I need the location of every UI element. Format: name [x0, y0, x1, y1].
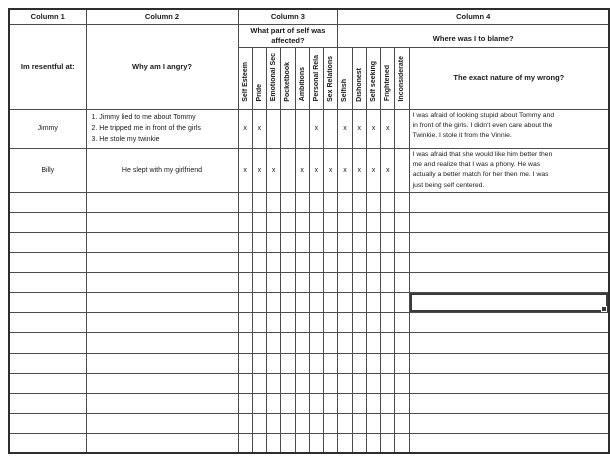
- dishonest-label: Dishonest: [355, 67, 363, 102]
- affected-mark-cell[interactable]: [238, 393, 252, 413]
- self-seeking-label: Self seeking: [369, 60, 377, 102]
- affected-mark-cell[interactable]: [252, 413, 266, 433]
- affected-mark-cell[interactable]: [238, 373, 252, 393]
- resentful-at-cell[interactable]: [9, 433, 86, 453]
- affected-mark-cell[interactable]: [295, 353, 309, 373]
- affected-mark-cell[interactable]: [295, 333, 309, 353]
- affected-mark-cell[interactable]: [295, 193, 309, 213]
- wrong-cell[interactable]: [409, 333, 609, 353]
- affected-mark-cell[interactable]: [252, 293, 266, 313]
- ambitions-column-header[interactable]: [295, 47, 309, 109]
- affected-mark-cell[interactable]: [281, 433, 295, 453]
- empty-table-row: [9, 333, 609, 353]
- blame-mark-cell[interactable]: [352, 213, 366, 233]
- blame-mark-cell[interactable]: [395, 373, 409, 393]
- why-cell[interactable]: [86, 433, 238, 453]
- affected-mark-cell[interactable]: [252, 333, 266, 353]
- blame-mark-cell[interactable]: [366, 213, 380, 233]
- affected-mark-cell[interactable]: [238, 433, 252, 453]
- affected-mark-cell[interactable]: [324, 253, 338, 273]
- affected-mark-cell[interactable]: [267, 433, 281, 453]
- column-header-row: [9, 9, 609, 24]
- wrong-cell[interactable]: [409, 273, 609, 293]
- blame-mark-cell[interactable]: [366, 373, 380, 393]
- blame-mark-cell[interactable]: [366, 193, 380, 213]
- empty-table-row: [9, 193, 609, 213]
- affected-mark-cell[interactable]: [309, 413, 323, 433]
- wrong-cell[interactable]: [409, 433, 609, 453]
- affected-mark-cell[interactable]: [267, 333, 281, 353]
- wrong-cell[interactable]: [409, 373, 609, 393]
- blame-mark-cell[interactable]: [352, 353, 366, 373]
- resentful-at-cell[interactable]: [9, 213, 86, 233]
- affected-mark-cell[interactable]: [252, 373, 266, 393]
- affected-mark-cell[interactable]: [267, 293, 281, 313]
- column3-header[interactable]: Column 3: [238, 9, 338, 24]
- blame-mark-cell[interactable]: [395, 353, 409, 373]
- wrong-line: me and realize that I was a phony. He was: [412, 160, 541, 168]
- blame-mark-cell[interactable]: x: [381, 109, 395, 148]
- blame-mark-cell[interactable]: [352, 313, 366, 333]
- affected-mark-cell[interactable]: [309, 373, 323, 393]
- self-esteem-label: Self Esteem: [241, 61, 249, 102]
- affected-mark-cell[interactable]: [267, 353, 281, 373]
- emotional-security-column-header[interactable]: [267, 47, 281, 109]
- wrong-cell[interactable]: [409, 353, 609, 373]
- sex-relations-column-header[interactable]: [324, 47, 338, 109]
- affected-mark-cell[interactable]: [252, 393, 266, 413]
- inconsiderate-column-header[interactable]: [395, 47, 409, 109]
- why-angry-header[interactable]: Why am I angry?: [86, 24, 238, 109]
- blame-mark-cell[interactable]: [366, 253, 380, 273]
- affected-mark-cell[interactable]: [324, 193, 338, 213]
- blame-mark-cell[interactable]: [381, 373, 395, 393]
- where-to-blame-header[interactable]: Where was I to blame?: [338, 24, 609, 47]
- blame-mark-cell[interactable]: [338, 433, 352, 453]
- blame-mark-cell[interactable]: [366, 413, 380, 433]
- affected-mark-cell[interactable]: [281, 213, 295, 233]
- empty-table-row: [9, 213, 609, 233]
- why-cell[interactable]: [86, 109, 238, 148]
- blame-mark-cell[interactable]: [366, 353, 380, 373]
- affected-mark-cell[interactable]: x: [295, 148, 309, 193]
- affected-mark-cell[interactable]: [267, 213, 281, 233]
- affected-mark-cell[interactable]: [295, 393, 309, 413]
- blame-mark-cell[interactable]: [381, 293, 395, 313]
- blame-mark-cell[interactable]: [338, 373, 352, 393]
- wrong-cell[interactable]: [409, 313, 609, 333]
- wrong-line: Twinkie. I stole it from the Vinnie.: [412, 132, 512, 140]
- affected-mark-cell[interactable]: [295, 433, 309, 453]
- column1-header[interactable]: Column 1: [9, 9, 86, 24]
- blame-mark-cell[interactable]: x: [366, 109, 380, 148]
- dishonest-column-header[interactable]: [352, 47, 366, 109]
- affected-mark-cell[interactable]: [281, 233, 295, 253]
- wrong-cell[interactable]: [409, 213, 609, 233]
- blame-mark-cell[interactable]: [395, 433, 409, 453]
- affected-mark-cell[interactable]: x: [252, 109, 266, 148]
- blame-mark-cell[interactable]: [338, 293, 352, 313]
- blame-mark-cell[interactable]: [366, 233, 380, 253]
- blame-mark-cell[interactable]: [352, 433, 366, 453]
- affected-mark-cell[interactable]: [295, 373, 309, 393]
- affected-mark-cell[interactable]: [309, 353, 323, 373]
- empty-table-row: [9, 413, 609, 433]
- blame-mark-cell[interactable]: x: [338, 109, 352, 148]
- affected-mark-cell[interactable]: [281, 333, 295, 353]
- personal-relations-label: Personal Rela: [312, 55, 320, 102]
- column4-header[interactable]: Column 4: [338, 9, 609, 24]
- affected-mark-cell[interactable]: [252, 273, 266, 293]
- affected-mark-cell[interactable]: [295, 293, 309, 313]
- empty-table-row: [9, 433, 609, 453]
- affected-mark-cell[interactable]: [252, 233, 266, 253]
- affected-mark-cell[interactable]: [281, 413, 295, 433]
- affected-mark-cell[interactable]: x: [238, 148, 252, 193]
- why-cell[interactable]: [86, 413, 238, 433]
- affected-mark-cell[interactable]: [252, 253, 266, 273]
- why-cell[interactable]: [86, 353, 238, 373]
- blame-mark-cell[interactable]: [338, 213, 352, 233]
- affected-mark-cell[interactable]: [238, 213, 252, 233]
- blame-mark-cell[interactable]: [381, 213, 395, 233]
- exact-nature-header[interactable]: The exact nature of my wrong?: [409, 47, 609, 109]
- affected-mark-cell[interactable]: [238, 253, 252, 273]
- blame-mark-cell[interactable]: [338, 233, 352, 253]
- empty-table-row: [9, 313, 609, 333]
- empty-table-row: [9, 393, 609, 413]
- blame-mark-cell[interactable]: [381, 353, 395, 373]
- wrong-cell[interactable]: [409, 233, 609, 253]
- affected-mark-cell[interactable]: [324, 353, 338, 373]
- affected-mark-cell[interactable]: [267, 233, 281, 253]
- blame-mark-cell[interactable]: [338, 313, 352, 333]
- affected-mark-cell[interactable]: [238, 273, 252, 293]
- sex-relations-label: Sex Relations: [327, 55, 335, 102]
- why-cell[interactable]: [86, 333, 238, 353]
- why-cell[interactable]: [86, 273, 238, 293]
- affected-mark-cell[interactable]: [324, 213, 338, 233]
- affected-mark-cell[interactable]: [309, 433, 323, 453]
- affected-mark-cell[interactable]: [295, 253, 309, 273]
- wrong-cell[interactable]: [409, 293, 609, 313]
- blame-mark-cell[interactable]: x: [381, 148, 395, 193]
- blame-mark-cell[interactable]: [338, 353, 352, 373]
- blame-mark-cell[interactable]: [366, 273, 380, 293]
- empty-table-row: [9, 233, 609, 253]
- blame-mark-cell[interactable]: [381, 193, 395, 213]
- blame-mark-cell[interactable]: [352, 253, 366, 273]
- part-of-self-header[interactable]: What part of self was affected?: [238, 24, 338, 47]
- wrong-line: I was afraid that she would like him better then: [412, 150, 553, 158]
- frightened-label: Frightened: [384, 65, 392, 102]
- why-line: 2. He tripped me in front of the girls: [91, 125, 201, 132]
- wrong-line: actually a better match for her then me. I was: [412, 171, 549, 179]
- wrong-cell[interactable]: [409, 413, 609, 433]
- why-cell[interactable]: [86, 233, 238, 253]
- resentful-at-cell[interactable]: Billy: [9, 148, 86, 193]
- resentful-at-cell[interactable]: [9, 413, 86, 433]
- blame-mark-cell[interactable]: [352, 293, 366, 313]
- pocketbook-column-header[interactable]: [281, 47, 295, 109]
- empty-table-row: [9, 373, 609, 393]
- affected-mark-cell[interactable]: [295, 233, 309, 253]
- blame-mark-cell[interactable]: [352, 413, 366, 433]
- affected-mark-cell[interactable]: [295, 313, 309, 333]
- why-cell[interactable]: [86, 293, 238, 313]
- affected-mark-cell[interactable]: [281, 109, 295, 148]
- blame-mark-cell[interactable]: [352, 373, 366, 393]
- blame-mark-cell[interactable]: [338, 193, 352, 213]
- blame-mark-cell[interactable]: [366, 333, 380, 353]
- blame-mark-cell[interactable]: [352, 233, 366, 253]
- affected-mark-cell[interactable]: [267, 109, 281, 148]
- blame-mark-cell[interactable]: [366, 433, 380, 453]
- table-row-jimmy: [9, 109, 609, 148]
- blame-mark-cell[interactable]: [338, 253, 352, 273]
- empty-table-row-selected: [9, 293, 609, 313]
- wrong-cell[interactable]: [409, 148, 609, 193]
- affected-mark-cell[interactable]: [324, 373, 338, 393]
- pocketbook-label: Pocketbook: [284, 61, 292, 102]
- affected-mark-cell[interactable]: [267, 313, 281, 333]
- resentful-at-header[interactable]: Im resentful at:: [9, 24, 86, 109]
- wrong-cell[interactable]: [409, 253, 609, 273]
- blame-mark-cell[interactable]: [381, 253, 395, 273]
- blame-mark-cell[interactable]: [381, 273, 395, 293]
- blame-mark-cell[interactable]: [381, 233, 395, 253]
- blame-mark-cell[interactable]: [381, 313, 395, 333]
- blame-mark-cell[interactable]: [338, 333, 352, 353]
- affected-mark-cell[interactable]: [295, 109, 309, 148]
- blame-mark-cell[interactable]: x: [352, 148, 366, 193]
- affected-mark-cell[interactable]: [238, 293, 252, 313]
- resentful-at-cell[interactable]: [9, 293, 86, 313]
- wrong-cell[interactable]: [409, 109, 609, 148]
- ambitions-label: Ambitions: [298, 67, 306, 102]
- resentful-at-cell[interactable]: [9, 333, 86, 353]
- blame-mark-cell[interactable]: [395, 253, 409, 273]
- affected-mark-cell[interactable]: [309, 233, 323, 253]
- affected-mark-cell[interactable]: [309, 393, 323, 413]
- affected-mark-cell[interactable]: [238, 333, 252, 353]
- affected-mark-cell[interactable]: [281, 373, 295, 393]
- affected-mark-cell[interactable]: [295, 273, 309, 293]
- affected-mark-cell[interactable]: [309, 333, 323, 353]
- why-cell[interactable]: [86, 253, 238, 273]
- why-line: 1. Jimmy lied to me about Tommy: [91, 114, 196, 121]
- wrong-cell[interactable]: [409, 393, 609, 413]
- personal-relations-column-header[interactable]: [309, 47, 323, 109]
- affected-mark-cell[interactable]: [267, 413, 281, 433]
- affected-mark-cell[interactable]: [252, 213, 266, 233]
- frightened-column-header[interactable]: [381, 47, 395, 109]
- question-header-row: [9, 24, 609, 47]
- affected-mark-cell[interactable]: [281, 353, 295, 373]
- affected-mark-cell[interactable]: x: [267, 148, 281, 193]
- blame-mark-cell[interactable]: [352, 393, 366, 413]
- affected-mark-cell[interactable]: [324, 333, 338, 353]
- resentful-at-cell[interactable]: [9, 313, 86, 333]
- empty-table-row: [9, 253, 609, 273]
- affected-mark-cell[interactable]: x: [324, 148, 338, 193]
- affected-mark-cell[interactable]: [295, 413, 309, 433]
- affected-mark-cell[interactable]: [324, 109, 338, 148]
- affected-mark-cell[interactable]: [309, 193, 323, 213]
- blame-mark-cell[interactable]: [352, 193, 366, 213]
- affected-mark-cell[interactable]: [324, 413, 338, 433]
- blame-mark-cell[interactable]: [395, 273, 409, 293]
- blame-mark-cell[interactable]: x: [366, 148, 380, 193]
- why-line: 3. He stole my twinkie: [91, 136, 160, 143]
- inconsiderate-label: Inconsiderate: [398, 55, 406, 102]
- resentful-at-cell[interactable]: [9, 353, 86, 373]
- affected-mark-cell[interactable]: [309, 313, 323, 333]
- resentful-at-cell[interactable]: [9, 373, 86, 393]
- blame-mark-cell[interactable]: [381, 333, 395, 353]
- affected-mark-cell[interactable]: [309, 213, 323, 233]
- resentful-at-cell[interactable]: [9, 393, 86, 413]
- blame-mark-cell[interactable]: [366, 293, 380, 313]
- affected-mark-cell[interactable]: [267, 273, 281, 293]
- blame-mark-cell[interactable]: [395, 293, 409, 313]
- blame-mark-cell[interactable]: x: [338, 148, 352, 193]
- blame-mark-cell[interactable]: [395, 193, 409, 213]
- affected-mark-cell[interactable]: [281, 253, 295, 273]
- affected-mark-cell[interactable]: x: [309, 148, 323, 193]
- selfish-label: Selfish: [341, 78, 349, 102]
- resentment-inventory-sheet: [8, 8, 610, 454]
- resentful-at-cell[interactable]: [9, 273, 86, 293]
- wrong-line: I was afraid of looking stupid about Tommy and: [412, 111, 555, 119]
- wrong-line: in front of the girls. I didn’t even care about the: [412, 121, 553, 129]
- blame-mark-cell[interactable]: [381, 413, 395, 433]
- table-row-billy: [9, 148, 609, 193]
- affected-mark-cell[interactable]: [267, 193, 281, 213]
- affected-mark-cell[interactable]: [238, 193, 252, 213]
- affected-mark-cell[interactable]: [281, 193, 295, 213]
- resentful-at-cell[interactable]: [9, 253, 86, 273]
- self-seeking-column-header[interactable]: [366, 47, 380, 109]
- affected-mark-cell[interactable]: [324, 293, 338, 313]
- affected-mark-cell[interactable]: x: [309, 109, 323, 148]
- why-cell[interactable]: [86, 148, 238, 193]
- blame-mark-cell[interactable]: [395, 109, 409, 148]
- blame-mark-cell[interactable]: [366, 313, 380, 333]
- blame-mark-cell[interactable]: [338, 413, 352, 433]
- affected-mark-cell[interactable]: [324, 273, 338, 293]
- affected-mark-cell[interactable]: [281, 393, 295, 413]
- affected-mark-cell[interactable]: [281, 148, 295, 193]
- affected-mark-cell[interactable]: [252, 313, 266, 333]
- affected-mark-cell[interactable]: [267, 253, 281, 273]
- affected-mark-cell[interactable]: [324, 313, 338, 333]
- blame-mark-cell[interactable]: [366, 393, 380, 413]
- blame-mark-cell[interactable]: x: [352, 109, 366, 148]
- why-cell[interactable]: [86, 393, 238, 413]
- affected-mark-cell[interactable]: [267, 373, 281, 393]
- blame-mark-cell[interactable]: [395, 333, 409, 353]
- blame-mark-cell[interactable]: [352, 273, 366, 293]
- blame-mark-cell[interactable]: [395, 233, 409, 253]
- resentful-at-cell[interactable]: Jimmy: [9, 109, 86, 148]
- empty-table-row: [9, 273, 609, 293]
- affected-mark-cell[interactable]: [324, 433, 338, 453]
- why-line: He slept with my girlfriend: [121, 166, 203, 174]
- blame-mark-cell[interactable]: [381, 433, 395, 453]
- blame-mark-cell[interactable]: [395, 148, 409, 193]
- pride-column-header[interactable]: [252, 47, 266, 109]
- affected-mark-cell[interactable]: [238, 313, 252, 333]
- affected-mark-cell[interactable]: [281, 293, 295, 313]
- resentful-at-cell[interactable]: [9, 233, 86, 253]
- blame-mark-cell[interactable]: [338, 273, 352, 293]
- pride-label: Pride: [255, 83, 263, 102]
- wrong-cell[interactable]: [409, 193, 609, 213]
- blame-mark-cell[interactable]: [395, 313, 409, 333]
- affected-mark-cell[interactable]: x: [238, 109, 252, 148]
- emotional-security-label: Emotional Sec: [270, 53, 278, 102]
- wrong-line: just being self centered.: [412, 181, 485, 189]
- why-cell[interactable]: [86, 373, 238, 393]
- blame-mark-cell[interactable]: [352, 333, 366, 353]
- column2-header[interactable]: Column 2: [86, 9, 238, 24]
- affected-mark-cell[interactable]: [324, 233, 338, 253]
- blame-mark-cell[interactable]: [338, 393, 352, 413]
- inventory-table: [8, 8, 610, 454]
- blame-mark-cell[interactable]: [381, 393, 395, 413]
- affected-mark-cell[interactable]: [295, 213, 309, 233]
- why-cell[interactable]: [86, 213, 238, 233]
- blame-mark-cell[interactable]: [395, 413, 409, 433]
- affected-mark-cell[interactable]: [281, 273, 295, 293]
- affected-mark-cell[interactable]: [238, 353, 252, 373]
- affected-mark-cell[interactable]: [238, 233, 252, 253]
- affected-mark-cell[interactable]: [252, 193, 266, 213]
- resentful-at-cell[interactable]: [9, 193, 86, 213]
- inventory-table-body: [9, 9, 609, 453]
- blame-mark-cell[interactable]: [395, 213, 409, 233]
- affected-mark-cell[interactable]: [281, 313, 295, 333]
- affected-mark-cell[interactable]: [267, 393, 281, 413]
- affected-mark-cell[interactable]: [324, 393, 338, 413]
- empty-table-row: [9, 353, 609, 373]
- why-cell[interactable]: [86, 193, 238, 213]
- selfish-column-header[interactable]: [338, 47, 352, 109]
- affected-mark-cell[interactable]: [252, 433, 266, 453]
- affected-mark-cell[interactable]: [309, 273, 323, 293]
- affected-mark-cell[interactable]: x: [252, 148, 266, 193]
- affected-mark-cell[interactable]: [309, 253, 323, 273]
- self-esteem-column-header[interactable]: [238, 47, 252, 109]
- affected-mark-cell[interactable]: [238, 413, 252, 433]
- affected-mark-cell[interactable]: [309, 293, 323, 313]
- why-cell[interactable]: [86, 313, 238, 333]
- blame-mark-cell[interactable]: [395, 393, 409, 413]
- affected-mark-cell[interactable]: [252, 353, 266, 373]
